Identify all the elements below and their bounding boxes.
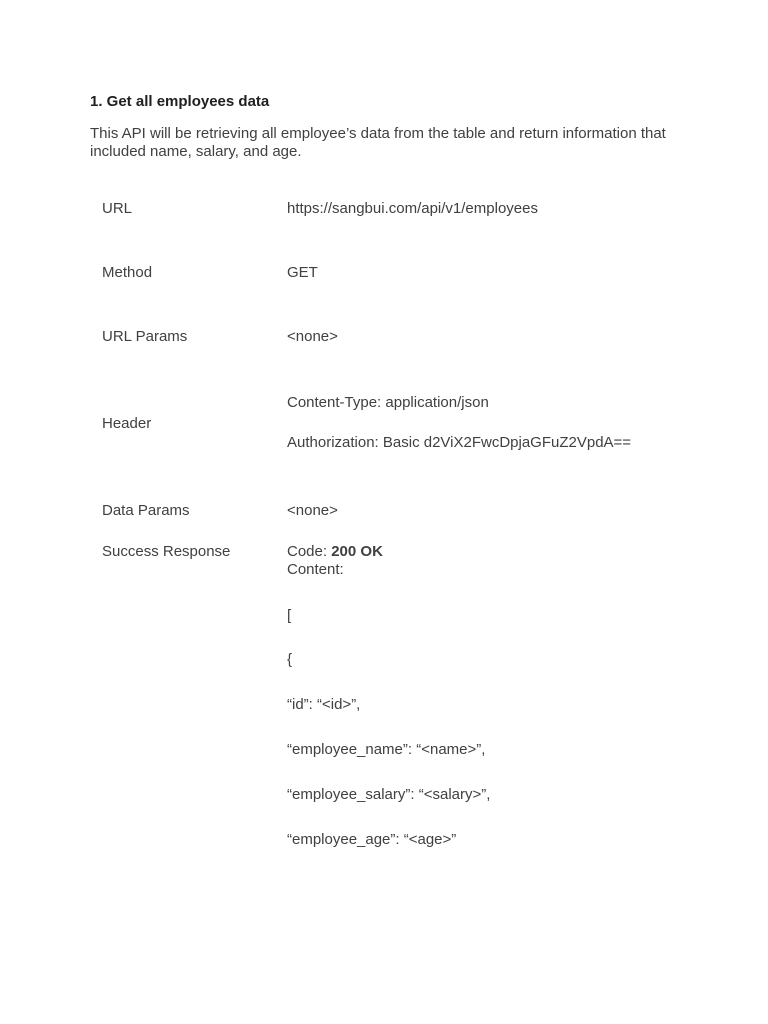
content-line: “id”: “<id>”, — [287, 696, 361, 713]
content-line: “employee_salary”: “<salary>”, — [287, 786, 491, 803]
header-label: Header — [102, 415, 152, 432]
method-value: GET — [287, 264, 318, 281]
code-value: 200 OK — [331, 543, 383, 560]
data-params-label: Data Params — [102, 502, 190, 519]
method-label: Method — [102, 264, 153, 281]
section-intro: This API will be retrieving all employee’s data from the table and return information that included name, salary, and age. — [90, 125, 666, 160]
header-authorization: Authorization: Basic d2ViX2FwcDpjaGFuZ2VpdA== — [287, 434, 632, 451]
section-title: 1. Get all employees data — [90, 93, 270, 110]
header-content-type: Content-Type: application/json — [287, 394, 489, 411]
url-value: https://sangbui.com/api/v1/employees — [287, 200, 538, 217]
content-line: [ — [287, 607, 292, 624]
content-line: “employee_age”: “<age>” — [287, 831, 457, 848]
url-params-value: <none> — [287, 328, 338, 345]
success-response-code — [287, 543, 383, 561]
success-response-label: Success Response — [102, 543, 231, 560]
url-params-label: URL Params — [102, 328, 188, 345]
success-response-content-label: Content: — [287, 561, 344, 578]
code-prefix: Code: — [287, 543, 332, 560]
data-params-value: <none> — [287, 502, 338, 519]
url-label: URL — [102, 200, 133, 217]
content-line: “employee_name”: “<name>”, — [287, 741, 486, 758]
content-line: { — [287, 651, 293, 668]
